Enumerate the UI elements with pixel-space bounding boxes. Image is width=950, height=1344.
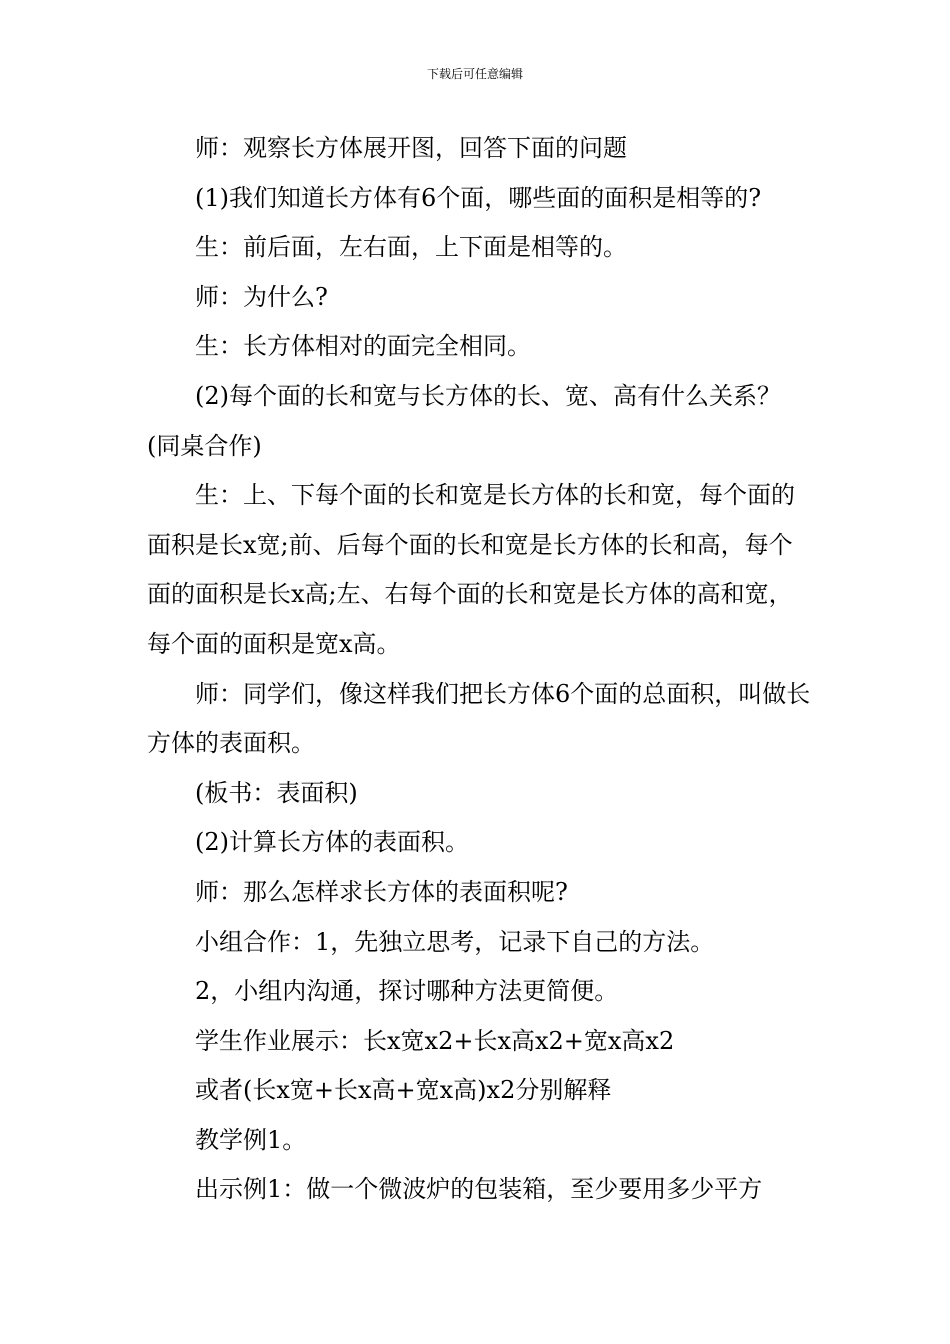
paragraph: 师：那么怎样求长方体的表面积呢? — [195, 877, 568, 906]
paragraph: 小组合作：1，先独立思考，记录下自己的方法。 — [195, 927, 715, 956]
paragraph: 生：长方体相对的面完全相同。 — [195, 332, 531, 361]
paragraph: 学生作业展示：长x宽x2+长x高x2+宽x高x2 — [195, 1026, 675, 1055]
paragraph: 生：前后面，左右面，上下面是相等的。 — [195, 233, 627, 262]
paragraph: (2)计算长方体的表面积。 — [195, 828, 469, 857]
paragraph: 师：观察长方体展开图，回答下面的问题 — [195, 134, 627, 162]
page-header-note: 下载后可任意编辑 — [426, 67, 523, 81]
paragraph: 出示例1：做一个微波炉的包装箱，至少要用多少平方 — [195, 1175, 763, 1204]
paragraph: (1)我们知道长方体有6个面，哪些面的面积是相等的? — [195, 183, 762, 212]
paragraph: 2，小组内沟通，探讨哪种方法更简便。 — [195, 977, 619, 1006]
paragraph: 或者(长x宽+长x高+宽x高)x2分别解释 — [195, 1076, 612, 1105]
document-body — [147, 124, 811, 1215]
paragraph: (板书：表面积) — [195, 778, 358, 807]
paragraph: 师：同学们，像这样我们把长方体6个面的总面积，叫做长方体的表面积。 — [147, 679, 811, 758]
paragraph: 生：上、下每个面的长和宽是长方体的长和宽，每个面的面积是长x宽;前、后每个面的长和宽是长方体的长和高，每个面的面积是长x高;左、右每个面的长和宽是长方体的高和宽，每个面的面积是宽x高。 — [147, 481, 795, 658]
paragraph: (2)每个面的长和宽与长方体的长、宽、高有什么关系？(同桌合作) — [147, 381, 781, 460]
paragraph: 师：为什么? — [195, 282, 328, 311]
paragraph: 教学例1。 — [195, 1125, 307, 1154]
